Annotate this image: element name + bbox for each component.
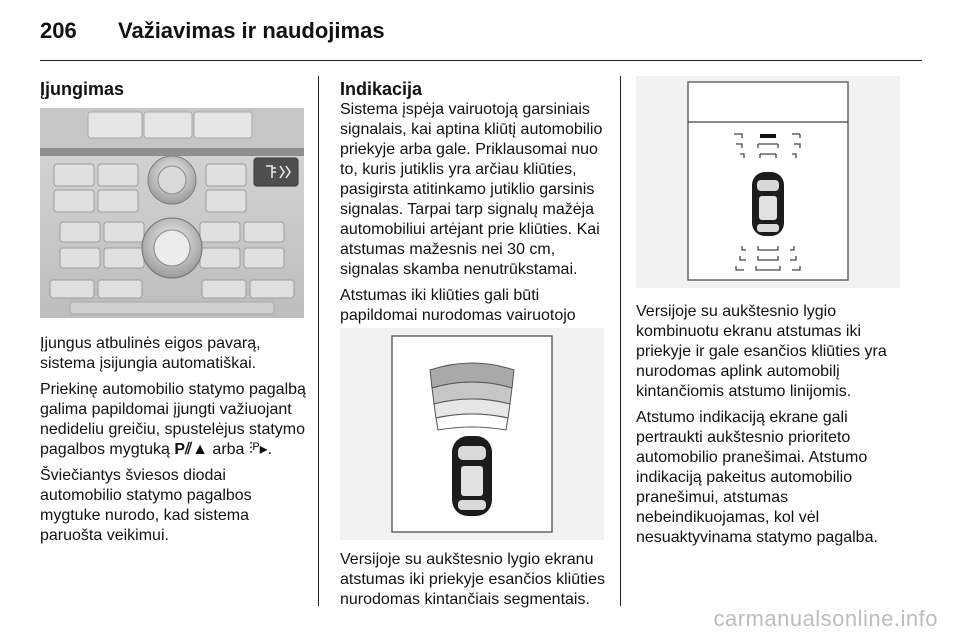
watermark: carmanualsonline.info [713,606,938,631]
chapter-title: Važiavimas ir naudojimas [118,18,385,43]
column-divider-right [620,76,621,606]
paragraph: Sistema įspėja vairuotoją garsiniais signalais, kai aptina kliūtį automobilio priekyje arba gale. Priklausomai nuo to, kuris jutiklis yra arčiau kliūties, pasigirsta atitinkamo jutiklio garsinis signalas. Tarpai tarp signalų mažėja automobiliui artėjant prie kliūties. Kai atstumas mažesnis nei 30 cm, signalas skamba nenutrūkstamai. [340,101,603,278]
right-column-text [636,302,904,554]
dashboard-console-figure [40,108,304,318]
section-heading-indication: Indikacija [340,79,423,99]
left-column [40,78,308,100]
park-assist-button-icon: ⫶ᴾ▸ [248,441,268,458]
column-divider-left [318,76,319,606]
paragraph: Šviečiantys šviesos diodai automobilio statymo pagalbos mygtuke nurodo, kad sistema paruošta veikimui. [40,467,252,544]
paragraph: Atstumo indikaciją ekrane gali pertraukti aukštesnio prioriteto automobilio pranešimai. Atstumo indikaciją pakeitus automobilio pranešimui, atstumas nebeindikuojamas, kol vėl nesuaktyvinama statymo pagalba. [636,409,878,546]
segment-display-figure [340,328,604,540]
paragraph: Įjungus atbulinės eigos pavarą, sistema įsijungia automatiškai. [40,335,261,372]
figure-caption-segments [340,550,608,616]
left-column-text [40,334,310,552]
paragraph: Versijoje su aukštesnio lygio kombinuotu ekranu atstumas iki priekyje ir gale esančios kliūties yra nurodomas aplink automobilį kintančiomis atstumo linijomis. [636,303,887,400]
section-heading-activation: Įjungimas [40,79,125,99]
page-number: 206 [40,18,77,43]
paragraph-text: arba [212,441,245,458]
distance-lines-figure [636,76,900,288]
paragraph-text: Atstumas iki kliūties gali būti papildomai nurodomas vairuotojo [340,287,576,324]
paragraph-text: Priekinę automobilio statymo pagalbą galima papildomai įjungti važiuojant nedideliu greičiu, spustelėjus statymo pagalbos mygtuką [40,381,306,458]
paragraph: Priekinę automobilio statymo pagalbą galima papildomai įjungti važiuojant nedideliu greičiu, spustelėjus statymo pagalbos mygtuką P⫽▲ arba ⫶ᴾ▸. [40,381,306,458]
page-header [40,18,920,48]
middle-column [340,78,606,353]
caption: Versijoje su aukštesnio lygio ekranu atstumas iki priekyje esančios kliūties nurodomas kintančiais segmentais. [340,551,605,608]
park-assist-symbol-icon: P⫽▲ [174,441,208,458]
header-rule [40,60,922,61]
